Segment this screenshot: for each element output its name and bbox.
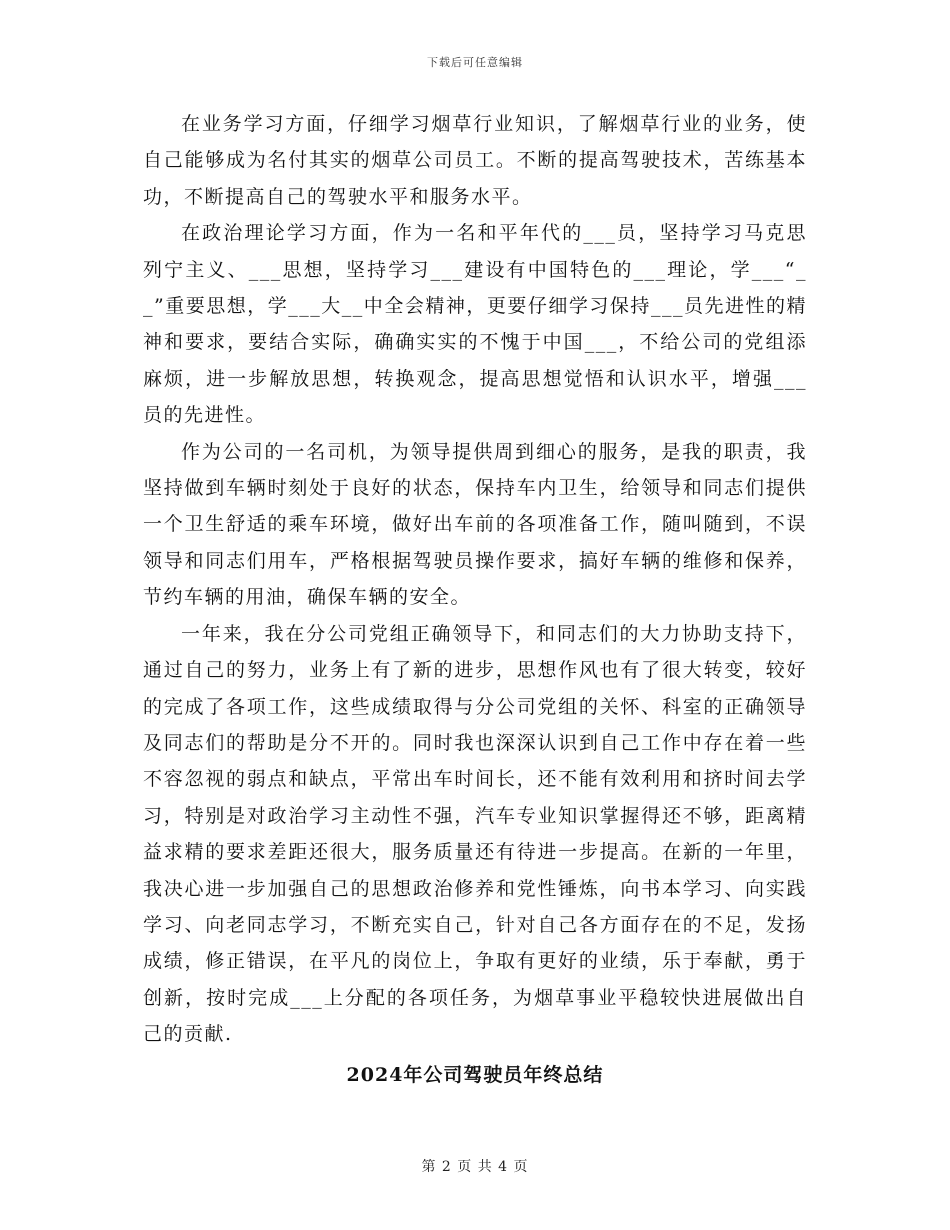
page-number: 第 2 页 共 4 页 (421, 1159, 529, 1175)
paragraph-year-summary: 一年来，我在分公司党组正确领导下，和同志们的大力协助支持下，通过自己的努力，业务上有了新的进步，思想作风也有了很大转变，较好的完成了各项工作，这些成绩取得与分公司党组的关怀、科室的正确领导及同志们的帮助是分不开的。同时我也深深认识到自己工作中存在着一些不容忽视的弱点和缺点，平常出车时间长，还不能有效利用和挤时间去学习，特别是对政治学习主动性不强，汽车专业知识掌握得还不够，距离精益求精的要求差距还很大，服务质量还有待进一步提高。在新的一年里，我决心进一步加强自己的思想政治修养和党性锤炼，向书本学习、向实践学习、向老同志学习，不断充实自己，针对自己各方面存在的不足，发扬成绩，修正错误，在平凡的岗位上，争取有更好的业绩，乐于奉献，勇于创新，按时完成___上分配的各项任务，为烟草事业平稳较快进展做出自己的贡献. (143, 622, 807, 1046)
paragraph-business-study: 在业务学习方面，仔细学习烟草行业知识，了解烟草行业的业务，使自己能够成为名付其实的烟草公司员工。不断的提高驾驶技术，苦练基本功，不断提高自己的驾驶水平和服务水平。 (143, 113, 807, 208)
section-title: 2024年公司驾驶员年终总结 (346, 1064, 604, 1086)
paragraph-political-study: 在政治理论学习方面，作为一名和平年代的___员，坚持学习马克思列宁主义、___思想，坚持学习___建设有中国特色的___理论，学___“__”重要思想，学___大__中全会精神，更要仔细学习保持___员先进性的精神和要求，要结合实际，确确实实的不愧于中国___，不给公司的党组添麻烦，进一步解放思想，转换观念，提高思想觉悟和认识水平，增强___员的先进性。 (143, 222, 807, 427)
document-body (143, 106, 807, 1053)
page-header-note: 下载后可任意编辑 (427, 56, 523, 69)
paragraph-driver-duty: 作为公司的一名司机，为领导提供周到细心的服务，是我的职责，我坚持做到车辆时刻处于良好的状态，保持车内卫生，给领导和同志们提供一个卫生舒适的乘车环境，做好出车前的各项准备工作，随叫随到，不误领导和同志们用车，严格根据驾驶员操作要求，搞好车辆的维修和保养，节约车辆的用油，确保车辆的安全。 (143, 440, 807, 609)
